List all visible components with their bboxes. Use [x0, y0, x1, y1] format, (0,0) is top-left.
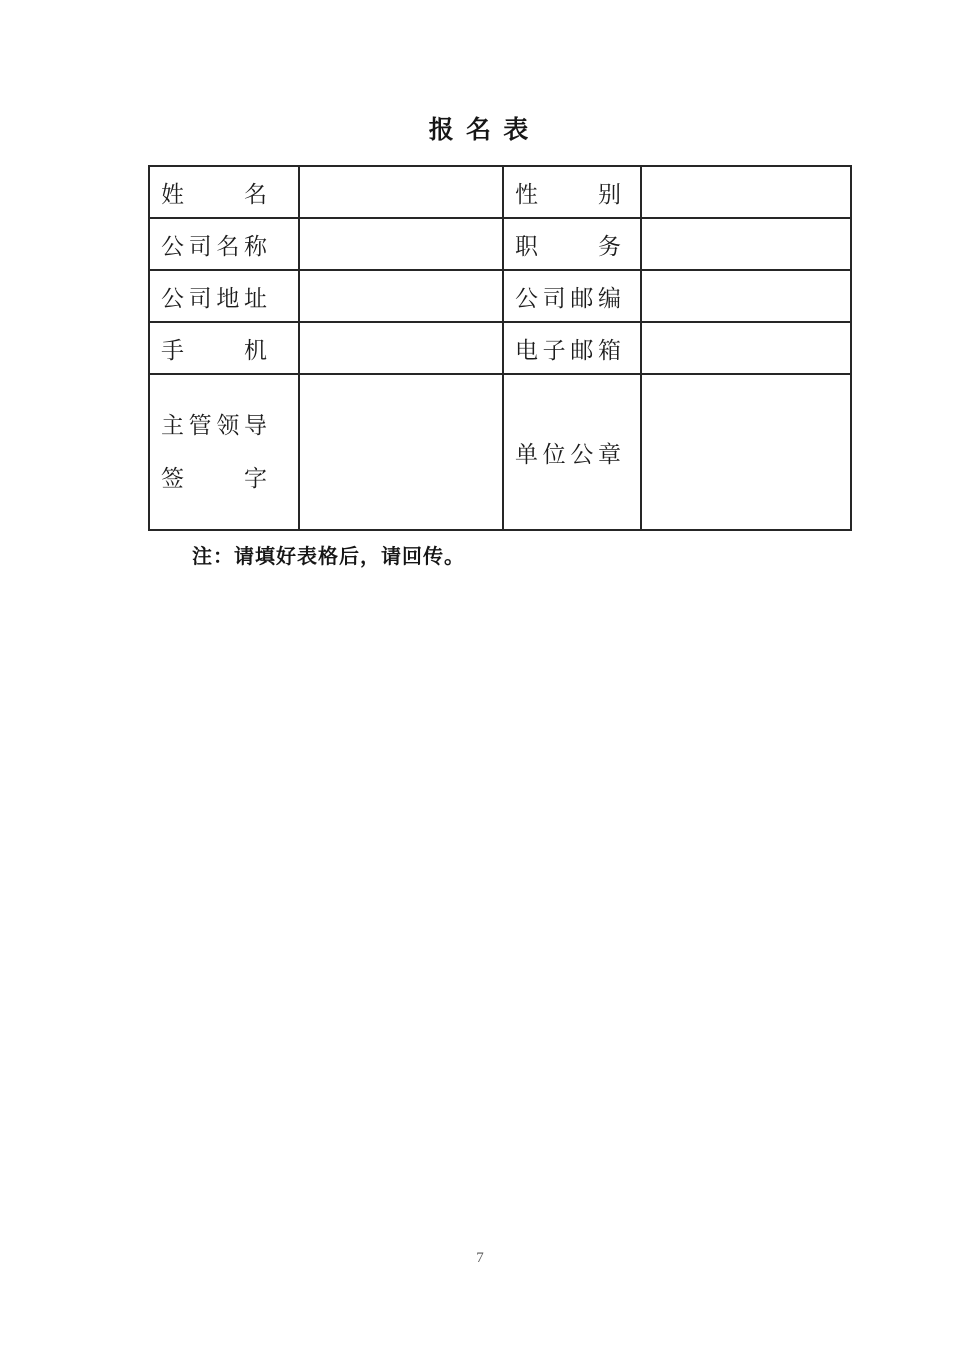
- mobile-label: 手机: [161, 337, 267, 363]
- gender-label-cell: [503, 166, 641, 218]
- registration-form-table: [148, 165, 852, 531]
- table-row-name-gender: [149, 166, 851, 218]
- position-label-cell: [503, 218, 641, 270]
- company-name-value-cell: [299, 218, 503, 270]
- company-seal-value-cell: [641, 374, 851, 530]
- mobile-value-cell: [299, 322, 503, 374]
- company-name-label-cell: [149, 218, 299, 270]
- postal-code-label: 公司邮编: [515, 285, 621, 311]
- company-seal-label: 单位公章: [515, 441, 621, 467]
- company-name-label: 公司名称: [161, 233, 267, 259]
- company-seal-label-cell: [503, 374, 641, 530]
- supervisor-signature-value-cell: [299, 374, 503, 530]
- email-label-cell: [503, 322, 641, 374]
- table-row-company-position: [149, 218, 851, 270]
- position-label: 职务: [515, 233, 621, 259]
- supervisor-signature-label-line-2: 签字: [161, 466, 267, 491]
- postal-code-label-cell: [503, 270, 641, 322]
- name-value-cell: [299, 166, 503, 218]
- postal-code-value-cell: [641, 270, 851, 322]
- supervisor-signature-label-line-1: 主管领导: [161, 413, 267, 438]
- gender-label: 性别: [515, 181, 621, 207]
- email-label: 电子邮箱: [515, 337, 621, 363]
- email-value-cell: [641, 322, 851, 374]
- name-label-cell: [149, 166, 299, 218]
- position-value-cell: [641, 218, 851, 270]
- supervisor-signature-label: [161, 399, 298, 505]
- form-note: 注：请填好表格后，请回传。: [192, 546, 465, 568]
- company-address-value-cell: [299, 270, 503, 322]
- company-address-label-cell: [149, 270, 299, 322]
- mobile-label-cell: [149, 322, 299, 374]
- page-number: 7: [476, 1250, 484, 1266]
- gender-value-cell: [641, 166, 851, 218]
- table-row-signature-seal: [149, 374, 851, 530]
- table-row-mobile-email: [149, 322, 851, 374]
- table-row-address-postcode: [149, 270, 851, 322]
- page-title: 报 名 表: [428, 117, 532, 144]
- supervisor-signature-label-cell: [149, 374, 299, 530]
- name-label: 姓名: [161, 181, 267, 207]
- company-address-label: 公司地址: [161, 285, 267, 311]
